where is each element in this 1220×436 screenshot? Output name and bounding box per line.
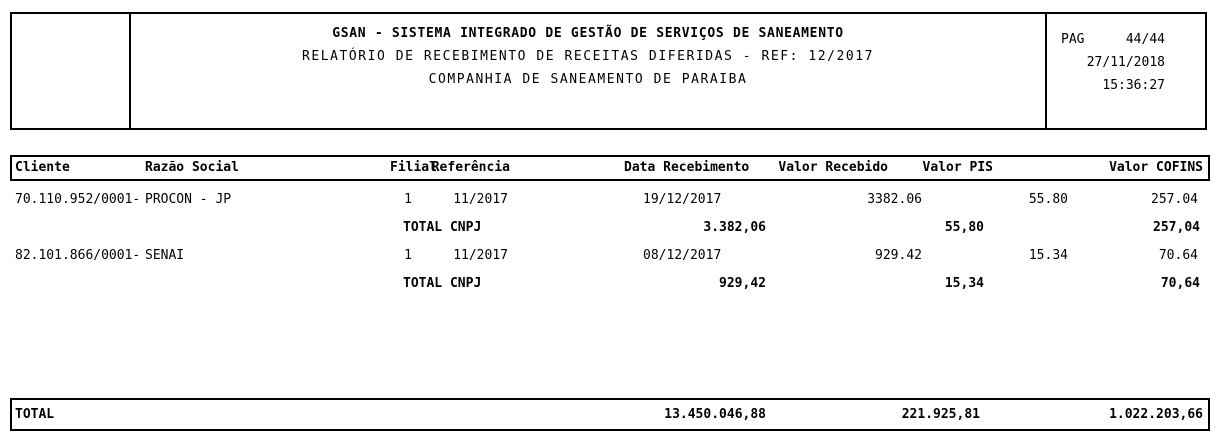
cell-valor-pis: 15.34 bbox=[1028, 248, 1068, 263]
column-header-referencia: Referência bbox=[431, 160, 510, 175]
subtotal-valor-recebido: 929,42 bbox=[719, 276, 766, 291]
table-column-header-row bbox=[10, 155, 1210, 181]
cell-cliente: 82.101.866/0001- bbox=[15, 248, 141, 263]
subtotal-valor-pis: 55,80 bbox=[944, 220, 984, 235]
cnpj-subtotal-row bbox=[0, 269, 1220, 297]
subtotal-label: TOTAL CNPJ bbox=[403, 276, 482, 291]
table-body bbox=[0, 185, 1220, 297]
report-header-box bbox=[10, 12, 1207, 130]
cell-data-recebimento: 19/12/2017 bbox=[643, 192, 722, 207]
column-header-cliente: Cliente bbox=[15, 160, 70, 175]
grand-total-valor-pis: 221.925,81 bbox=[901, 407, 980, 422]
page-number-line bbox=[1061, 28, 1165, 51]
cell-referencia: 11/2017 bbox=[453, 248, 508, 263]
report-title-block bbox=[131, 14, 1045, 128]
column-header-valor-pis: Valor PIS bbox=[922, 160, 993, 175]
cell-filial: 1 bbox=[404, 192, 412, 207]
column-header-razao-social: Razão Social bbox=[145, 160, 239, 175]
page-label: PAG bbox=[1061, 32, 1085, 47]
cell-valor-cofins: 70.64 bbox=[1158, 248, 1198, 263]
subtotal-valor-cofins: 257,04 bbox=[1153, 220, 1200, 235]
report-system-title: GSAN - SISTEMA INTEGRADO DE GESTÃO DE SERVIÇOS DE SANEAMENTO bbox=[332, 26, 844, 41]
company-name: COMPANHIA DE SANEAMENTO DE PARAIBA bbox=[428, 72, 748, 87]
cell-valor-recebido: 3382.06 bbox=[867, 192, 922, 207]
report-time: 15:36:27 bbox=[1102, 78, 1165, 93]
grand-total-valor-cofins: 1.022.203,66 bbox=[1109, 407, 1203, 422]
subtotal-valor-cofins: 70,64 bbox=[1160, 276, 1200, 291]
grand-total-row bbox=[10, 398, 1210, 431]
column-header-filial: Filial bbox=[390, 160, 437, 175]
page-number: 44/44 bbox=[1125, 32, 1165, 47]
subtotal-valor-pis: 15,34 bbox=[944, 276, 984, 291]
column-header-valor-cofins: Valor COFINS bbox=[1109, 160, 1203, 175]
cell-valor-pis: 55.80 bbox=[1028, 192, 1068, 207]
grand-total-label: TOTAL bbox=[15, 407, 55, 422]
cell-razao-social: PROCON - JP bbox=[145, 192, 232, 207]
subtotal-valor-recebido: 3.382,06 bbox=[703, 220, 766, 235]
table-row bbox=[0, 185, 1220, 213]
report-name: RELATÓRIO DE RECEBIMENTO DE RECEITAS DIFERIDAS - REF: 12/2017 bbox=[302, 49, 874, 64]
cell-valor-cofins: 257.04 bbox=[1151, 192, 1198, 207]
subtotal-label: TOTAL CNPJ bbox=[403, 220, 482, 235]
column-header-valor-recebido: Valor Recebido bbox=[778, 160, 888, 175]
cnpj-subtotal-row bbox=[0, 213, 1220, 241]
grand-total-valor-recebido: 13.450.046,88 bbox=[664, 407, 766, 422]
logo-placeholder bbox=[12, 14, 131, 128]
cell-valor-recebido: 929.42 bbox=[875, 248, 922, 263]
cell-cliente: 70.110.952/0001- bbox=[15, 192, 141, 207]
report-date: 27/11/2018 bbox=[1086, 55, 1165, 70]
cell-data-recebimento: 08/12/2017 bbox=[643, 248, 722, 263]
cell-razao-social: SENAI bbox=[145, 248, 185, 263]
page-info-box bbox=[1045, 14, 1205, 128]
cell-filial: 1 bbox=[404, 248, 412, 263]
cell-referencia: 11/2017 bbox=[453, 192, 508, 207]
table-row bbox=[0, 241, 1220, 269]
column-header-data-recebimento: Data Recebimento bbox=[624, 160, 750, 175]
